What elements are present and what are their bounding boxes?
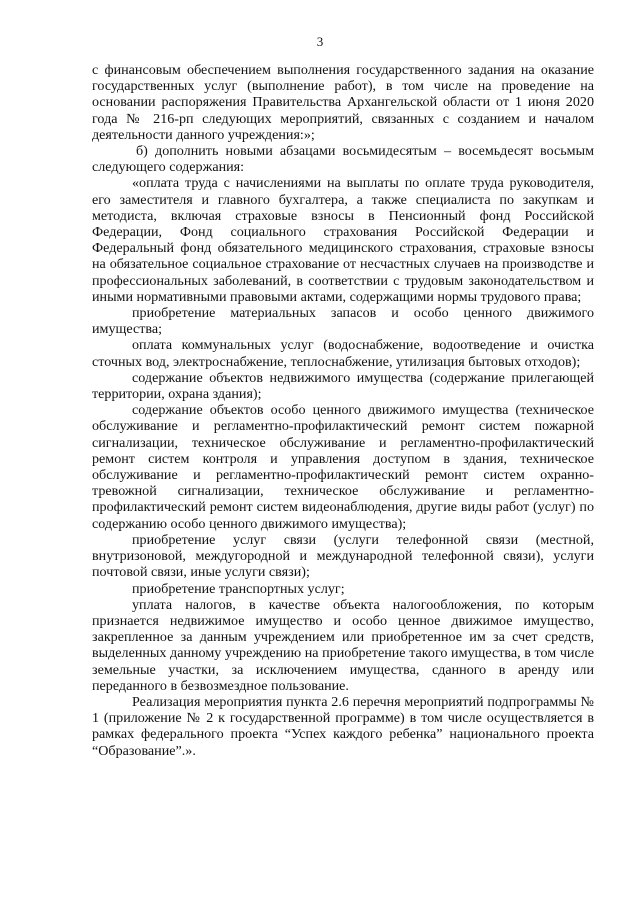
paragraph-taxes: уплата налогов, в качестве объекта налогообложения, по которым признается недвижимое имущество и особо ценное движимое имущество, закрепленное за данным учреждением или приобретенное им за счет средств, выделенных данному учреждению на приобретение такого имущества, в том числе земельные участки, за исключением имущества, сданного в аренду или переданного в безвозмездное пользование. (92, 596, 594, 694)
paragraph-labor-payment: «оплата труда с начислениями на выплаты по оплате труда руководителя, его заместителя и главного бухгалтера, а также специалиста по закупкам и методиста, включая страховые взносы в Пенсионный фонд Российской Федерации, Фонд социального страхования Российской Федерации и Федеральный фонд обязательного медицинского страхования, страховые взносы на обязательное социальное страхование от несчастных случаев на производстве и профессиональных заболеваний, в соответствии с трудовым законодательством и иными нормативными правовыми актами, содержащими нормы трудового права; (92, 175, 594, 305)
paragraph-real-estate-maintenance: содержание объектов недвижимого имущества (содержание прилегающей территории, охрана здания); (92, 369, 594, 403)
page-number: 3 (316, 34, 324, 49)
paragraph-implementation: Реализация мероприятия пункта 2.6 перечня мероприятий подпрограммы № 1 (приложение № 2 к государственной программе) в том числе осуществляется в рамках федерального проекта “Успех каждого ребенка” национального проекта “Образование”.». (92, 693, 594, 759)
paragraph-transport-services: приобретение транспортных услуг; (132, 580, 345, 597)
paragraph-movable-property-maintenance: содержание объектов особо ценного движимого имущества (техническое обслуживание и регламентно-профилактический ремонт систем пожарной сигнализации, техническое обслуживание и регламентно-профилактический ремонт систем контроля и управления доступом в здания, техническое обслуживание и регламентно-профилактический ремонт систем охранно-тревожной сигнализации, техническое обслуживание и регламентно-профилактический ремонт систем видеонаблюдения, другие виды работ (услуг) по содержанию особо ценного движимого имущества); (92, 402, 594, 532)
document-body (92, 62, 594, 759)
paragraph-communication-services: приобретение услуг связи (услуги телефонной связи (местной, внутризоновой, междугородной и международной телефонной связи), услуги почтовой связи, иные услуги связи); (92, 531, 594, 581)
paragraph-subpoint-b: б) дополнить новыми абзацами восьмидесятым – восемьдесят восьмым следующего содержания: (92, 143, 594, 176)
paragraph-material-stock: приобретение материальных запасов и особо ценного движимого имущества; (92, 305, 594, 338)
paragraph-intro-continuation: с финансовым обеспечением выполнения государственного задания на оказание государственных услуг (выполнение работ), в том числе на проведение на основании распоряжения Правительства Архангельской области от 1 июня 2020 года № 216-рп следующих мероприятий, связанных с созданием и началом деятельности данного учреждения:»; (92, 62, 594, 143)
paragraph-utilities: оплата коммунальных услуг (водоснабжение, водоотведение и очистка сточных вод, электроснабжение, теплоснабжение, утилизация бытовых отходов); (92, 337, 594, 370)
